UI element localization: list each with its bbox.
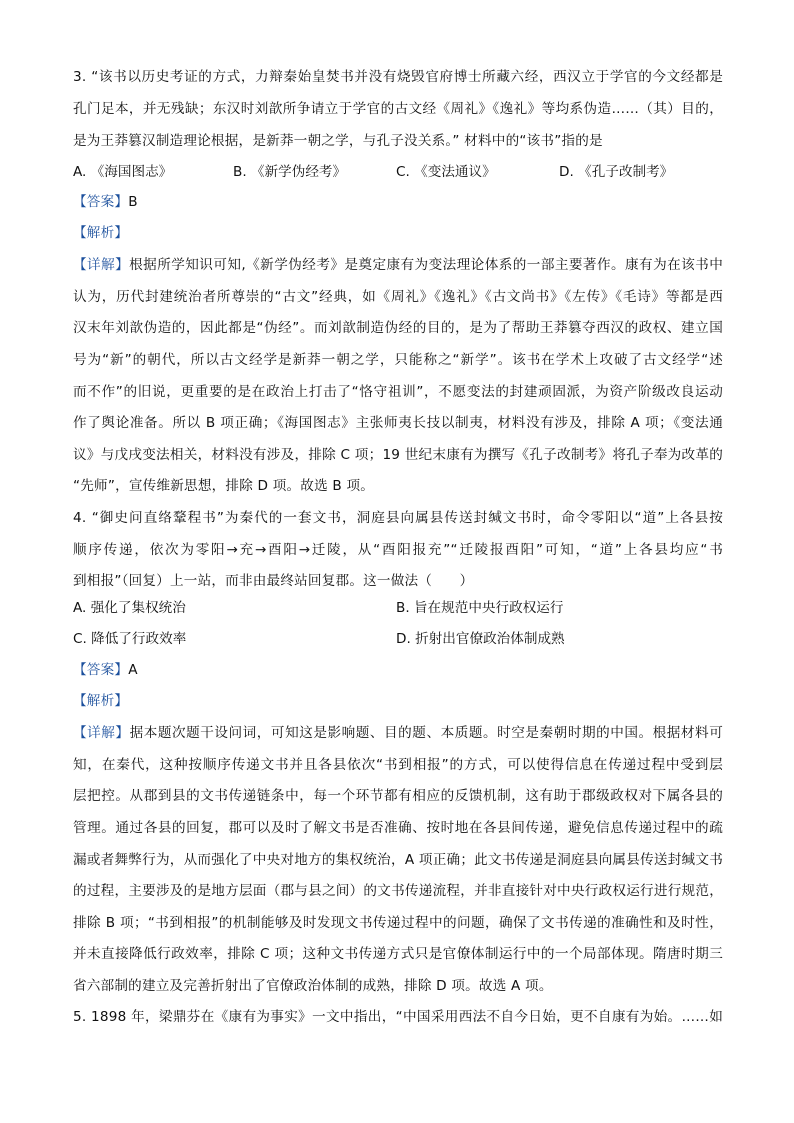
- q3-answer: [73, 192, 138, 212]
- q4-option-a: A. 强化了集权统治: [73, 600, 186, 616]
- q3-answer-value: B: [128, 194, 138, 210]
- answer-label: 【答案】: [73, 662, 129, 678]
- detail-label: 【详解】: [73, 257, 130, 273]
- q4-detail-line-8: 并未直接降低行政效率，排除 C 项；这种文书传递方式只是官僚体制运行中的一个局部体现。隋唐时期三: [73, 946, 723, 962]
- q5-stem-line-1: 5. 1898 年，梁鼎芬在《康有为事实》一文中指出，“中国采用西法不自今日始，更不自康有为始。……如: [73, 1009, 723, 1025]
- q4-detail-text-1: 据本题次题干设问词，可知这是影响题、目的题、本质题。时空是秦朝时期的中国。根据材料可: [129, 725, 723, 741]
- q4-option-c: C. 降低了行政效率: [73, 631, 187, 647]
- q3-option-a: A. 《海国图志》: [73, 164, 173, 180]
- q4-stem-line-3: 到相报”（回复）上一站，而非由最终站回复郡。这一做法（ ）: [73, 573, 474, 589]
- answer-label: 【答案】: [73, 194, 129, 210]
- detail-label: 【详解】: [73, 725, 130, 741]
- q4-answer: [73, 660, 138, 680]
- q4-detail-line-6: 的过程，主要涉及的是地方层面（郡与县之间）的文书传递流程，并非直接针对中央行政权运行进行规范，: [73, 883, 723, 899]
- q3-detail-line-1: [73, 255, 723, 275]
- q4-stem-line-1: 4. “御史问直络鞪程书”为秦代的一套文书，洞庭县向属县传送封缄文书时，命令零阳以“道”上各县按: [73, 510, 723, 526]
- q3-detail-line-2: 认为，历代封建统治者所尊崇的“古文”经典，如《周礼》《逸礼》《古文尚书》《左传》《毛诗》等都是西: [73, 289, 723, 305]
- q4-option-d: D. 折射出官僚政治体制成熟: [396, 631, 565, 647]
- q3-detail-line-7: 议》与戊戌变法相关，材料没有涉及，排除 C 项；19 世纪末康有为撰写《孔子改制考》将孔子奉为改革的: [73, 447, 723, 463]
- q3-detail-line-8: “先师”，宣传维新思想，排除 D 项。故选 B 项。: [73, 478, 375, 494]
- q4-detail-line-3: 层把控。从郡到县的文书传递链条中，每一个环节都有相应的反馈机制，这有助于郡级政权对下属各县的: [73, 788, 723, 804]
- q4-detail-line-1: [73, 723, 723, 743]
- q4-stem-line-2: 顺序传递，依次为零阳→充→酉阳→迁陵，从“酉阳报充”“迁陵报酉阳”可知，“道”上各县均应“书: [73, 542, 723, 558]
- q3-option-b: B. 《新学伪经考》: [233, 164, 347, 180]
- q4-answer-value: A: [128, 662, 138, 678]
- q4-detail-line-7: 排除 B 项；“书到相报”的机制能够及时发现文书传递过程中的问题，确保了文书传递的准确性和及时性，: [73, 915, 723, 931]
- q3-stem-line-1: 3. “该书以历史考证的方式，力辩秦始皇焚书并没有烧毁官府博士所藏六经，西汉立于学官的今文经都是: [73, 69, 723, 85]
- q3-option-d: D. 《孔子改制考》: [559, 164, 674, 180]
- q3-detail-line-6: 作了舆论准备。所以 B 项正确；《海国图志》主张师夷长技以制夷，材料没有涉及，排除 A 项；《变法通: [73, 415, 723, 431]
- q4-detail-line-2: 知，在秦代，这种按顺序传递文书并且各县依次“书到相报”的方式，可以使得信息在传递过程中受到层: [73, 757, 723, 773]
- q3-option-c: C. 《变法通议》: [396, 164, 496, 180]
- q4-option-b: B. 旨在规范中央行政权运行: [396, 600, 564, 616]
- q4-detail-line-4: 管理。通过各县的回复，郡可以及时了解文书是否准确、按时地在各县间传递，避免信息传递过程中的疏: [73, 820, 723, 836]
- q4-analysis-label: 【解析】: [73, 693, 129, 709]
- q3-detail-text-1: 根据所学知识可知,《新学伪经考》是奠定康有为变法理论体系的一部主要著作。康有为在该书中: [129, 257, 723, 273]
- q3-stem-line-3: 是为王莽篡汉制造理论根据，是新莽一朝之学，与孔子没关系。” 材料中的“该书”指的是: [73, 133, 603, 149]
- q3-detail-line-4: 号为“新”的朝代，所以古文经学是新莽一朝之学，只能称之“新学”。该书在学术上攻破了古文经学“述: [73, 352, 723, 368]
- q3-detail-line-3: 汉末年刘歆伪造的，因此都是“伪经”。而刘歆制造伪经的目的，是为了帮助王莽篡夺西汉的政权、建立国: [73, 320, 723, 336]
- q4-detail-line-5: 漏或者舞弊行为，从而强化了中央对地方的集权统治，A 项正确；此文书传递是洞庭县向属县传送封缄文书: [73, 852, 723, 868]
- q4-detail-line-9: 省六部制的建立及完善折射出了官僚政治体制的成熟，排除 D 项。故选 A 项。: [73, 978, 553, 994]
- q3-analysis-label: 【解析】: [73, 225, 129, 241]
- q3-detail-line-5: 而不作”的旧说，更重要的是在政治上打击了“恪守祖训”，不愿变法的封建顽固派，为资产阶级改良运动: [73, 384, 723, 400]
- q3-stem-line-2: 孔门足本，并无残缺；东汉时刘歆所争请立于学官的古文经《周礼》《逸礼》等均系伪造……（其）目的，: [73, 101, 723, 117]
